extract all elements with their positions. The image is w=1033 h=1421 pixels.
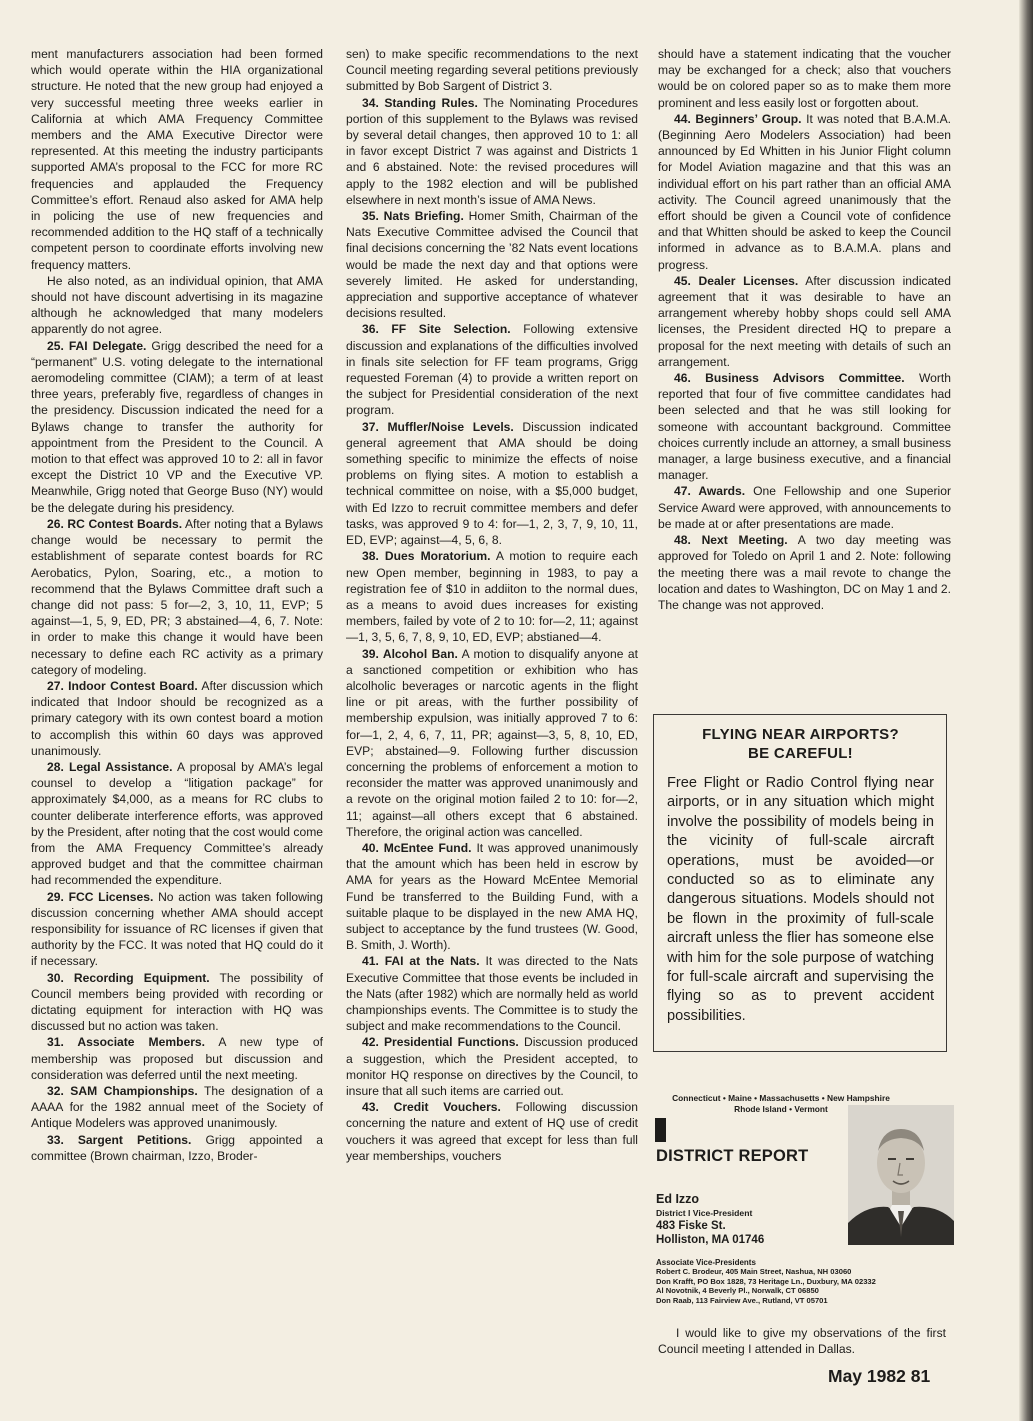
issue-date: May 1982 bbox=[828, 1366, 906, 1386]
section-heading: 37. Muffler/Noise Levels. bbox=[362, 419, 514, 434]
vp-address-line2: Holliston, MA 01746 bbox=[656, 1233, 765, 1246]
district-report-title: DISTRICT REPORT bbox=[656, 1147, 809, 1165]
section-heading: 40. McEntee Fund. bbox=[362, 840, 472, 855]
paragraph bbox=[31, 1083, 323, 1132]
section-text: The designation of a AAAA for the 1982 annual meet of the Society of Antique Modelers was approved unanimously. bbox=[31, 1084, 323, 1131]
vp-name: Ed Izzo bbox=[656, 1192, 700, 1206]
section-text: A motion to disqualify anyone at a sanctioned competition or exhibition who has alcolholic beverages or narcotic agents in the flight line or pit areas, with the further possibility of membership expulsion, was initially approved 7 to 6: for—1, 2, 4, 6, 7, 11, PR; against—3, 5, 8, 10, ED, EVP; abstained—9. Following further discussion concerning the problems of enforcement a motion to reconsider the matter was approved unanimously and a revote on the original motion failed 2 to 10: for—2, 11; against—all others except that 6 abstained. Therefore, the original action was cancelled. bbox=[346, 646, 638, 839]
section-heading: 31. Associate Members. bbox=[47, 1035, 206, 1050]
section-heading: 35. Nats Briefing. bbox=[362, 209, 464, 224]
section-heading: 47. Awards. bbox=[674, 484, 746, 499]
section-text: Discussion produced a suggestion, which the President accepted, to monitor HQ response on directives by the Council, to insure that all such items are carried out. bbox=[346, 1035, 638, 1098]
portrait-illustration bbox=[848, 1105, 954, 1245]
box-body: Free Flight or Radio Control flying near airports, or in any situation which might involve the possibility of models being in the vicinity of full-scale aircraft operations, must be avoided—or conducted so as to eliminate any dangerous situations. Models should not be flown in the proximity of full-scale aircraft unless the flier has someone else with him for the sole purpose of watching for full-scale aircraft and supervising the flying so as to prevent accident possibilities. bbox=[667, 775, 934, 1024]
assoc-item: Robert C. Brodeur, 405 Main Street, Nashua, NH 03060 bbox=[656, 1267, 852, 1277]
vp-role: District I Vice-President bbox=[656, 1207, 753, 1218]
box-title-line1: FLYING NEAR AIRPORTS? bbox=[702, 726, 899, 743]
paragraph bbox=[658, 370, 951, 483]
states-line2: Rhode Island • Vermont bbox=[734, 1104, 828, 1114]
states-line1: Connecticut • Maine • Massachusetts • New Hampshire bbox=[672, 1093, 890, 1103]
paragraph bbox=[658, 532, 951, 613]
section-heading: 48. Next Meeting. bbox=[674, 533, 788, 548]
section-text: It was noted that B.A.M.A. (Beginning Aero Modelers Association) had been announced by Ed Whitten in his Junior Flight column for Model Aviation magazine and that this was an individual effort on his part rather than an official AMA activity. The Council agreed unanimously that the effort should be given a Council vote of confidence and that Whitten should be asked to keep the Council informed in advance as to B.A.M.A. plans and progress. bbox=[658, 111, 951, 272]
paragraph bbox=[658, 111, 951, 273]
section-text: A new type of membership was proposed but discussion and consideration was deferred until the next meeting. bbox=[31, 1035, 323, 1082]
section-text: After discussion which indicated that Indoor should be recognized as a primary category with its own contest board a motion to accomplish this within 60 days was approved unanimously. bbox=[31, 678, 323, 758]
section-text: No action was taken following discussion concerning whether AMA should accept responsibility for issuance of RC licenses if given that authority by the FCC. It was noted that HQ could do it if necessary. bbox=[31, 889, 323, 969]
article-column-2 bbox=[346, 46, 638, 1371]
section-heading: 33. Sargent Petitions. bbox=[47, 1132, 192, 1147]
paragraph bbox=[346, 419, 638, 549]
paragraph: ment manufacturers association had been formed which would operate within the HIA organizational structure. He noted that the new group had enjoyed a very successful meeting three weeks earlier in California at which AMA Frequency Committee members and the AMA Executive Director were represented. At this meeting the industry participants supported AMA’s proposal to the FCC for more RC frequencies and applauded the Frequency Committee’s effort. Renaud also asked for AMA help in policing the use of new frequencies and recommended addition to the HQ staff of a technically competent person to coordinate efforts involving new frequency matters. bbox=[31, 47, 323, 272]
paragraph bbox=[31, 889, 323, 970]
section-text: The Nominating Procedures portion of this supplement to the Bylaws was revised by several detail changes, then approved 10 to 1: all in favor except District 7 was against and Districts 1 and 6 abstained. Note: the revised procedures will apply to the 1982 election and will be published elsewhere in next month’s issue of AMA News. bbox=[346, 95, 638, 207]
section-text: One Fellowship and one Superior Service Award were approved, with announcements to be made at or after presentations are made. bbox=[658, 484, 951, 531]
section-heading: 44. Beginners’ Group. bbox=[674, 111, 802, 126]
section-text: It was directed to the Nats Executive Committee that those events be included in the Nats (after 1982) which are normally held as world championships events. The Committee is to study the subject and make recommendations to the Council. bbox=[346, 954, 638, 1034]
page-footer bbox=[828, 1366, 930, 1387]
section-heading: 45. Dealer Licenses. bbox=[674, 273, 799, 288]
paragraph bbox=[31, 1132, 323, 1164]
district-intro bbox=[658, 1325, 946, 1357]
section-text: Worth reported that four of five committee candidates had been selected and that he was still looking for someone with accountant background. Committee choices currently include an attorney, a small business manager, a large business executive, and a financial manager. bbox=[658, 371, 951, 483]
section-heading: 29. FCC Licenses. bbox=[47, 889, 154, 904]
section-text: Homer Smith, Chairman of the Nats Executive Committee advised the Council that final decisions concerning the ’82 Nats event locations would be made the next day and that options were severely limited. He asked for understanding, appreciation and supportive acceptance of whatever decisions resulted. bbox=[346, 209, 638, 321]
section-heading: 36. FF Site Selection. bbox=[362, 322, 511, 337]
paragraph bbox=[346, 548, 638, 645]
airport-safety-box bbox=[653, 714, 947, 1052]
section-text: A proposal by AMA’s legal counsel to develop a “litigation package” for approximately $4,000, as a means for RC clubs to counter deliberate interference efforts, was approved by the President, after noting that the cost would come from the AMA Frequency Committee’s already approved budget and that the committee chairman had recommended the expenditure. bbox=[31, 759, 323, 888]
paragraph bbox=[31, 678, 323, 759]
paragraph bbox=[658, 273, 951, 370]
section-heading: 42. Presidential Functions. bbox=[362, 1035, 519, 1050]
district-intro-text: I would like to give my observations of the first Council meeting I attended in Dallas. bbox=[658, 1326, 946, 1357]
section-text: Discussion indicated general agreement that AMA should be doing something specific to minimize the effects of noise problems on flying sites. A motion to establish a technical committee on noise, with a $5,000 budget, with Ed Izzo to recruit committee members and defer tasks, was approved 9 to 4: for—1, 2, 3, 7, 9, 10, 11, ED, EVP; against—4, 5, 6, 8. bbox=[346, 419, 638, 548]
section-text: A two day meeting was approved for Toledo on April 1 and 2. Note: following the meeting there was a mail revote to change the location and dates to Washington, DC on May 1 and 2. The change was not approved. bbox=[658, 533, 951, 612]
section-heading: 38. Dues Moratorium. bbox=[362, 549, 491, 564]
section-text: After discussion indicated agreement that it was desirable to have an arrangement whereby hobby shops could sell AMA licenses, the President directed HQ to prepare a proposal for the next meeting with details of such an arrangement. bbox=[658, 273, 951, 369]
box-title bbox=[667, 725, 934, 763]
section-text: A motion to require each new Open member, beginning in 1983, to pay a registration fee of $10 in addiiton to the normal dues, as a means to avoid dues increases for existing members, failed by vote of 2 to 10: for—2, 11; against—1, 3, 5, 6, 7, 8, 9, 10, ED, EVP; abstianed—4. bbox=[346, 549, 638, 645]
box-title-line2: BE CAREFUL! bbox=[748, 745, 853, 762]
assoc-item: Al Novotnik, 4 Beverly Pl., Norwalk, CT 06850 bbox=[656, 1286, 819, 1296]
section-heading: 30. Recording Equipment. bbox=[47, 970, 210, 985]
paragraph bbox=[346, 953, 638, 1034]
paragraph: should have a statement indicating that the voucher may be exchanged for a check; also that vouchers would be on colored paper so as to make them more prominent and less easily lost or forgotten about. bbox=[658, 47, 951, 110]
article-column-3 bbox=[658, 46, 951, 686]
assoc-title: Associate Vice-Presidents bbox=[656, 1258, 756, 1267]
vp-portrait-photo bbox=[848, 1105, 954, 1245]
section-heading: 32. SAM Championships. bbox=[47, 1084, 198, 1098]
vp-address-line1: 483 Fiske St. bbox=[656, 1220, 726, 1232]
paragraph bbox=[658, 483, 951, 532]
section-heading: 34. Standing Rules. bbox=[362, 95, 478, 110]
paragraph bbox=[346, 1034, 638, 1099]
section-text: Following discussion concerning the nature and extent of HQ use of credit vouchers it was agreed that except for less than full year memberships, vouchers bbox=[346, 1100, 638, 1163]
associate-vps bbox=[656, 1258, 956, 1305]
section-text: Grigg described the need for a “permanent” U.S. voting delegate to the international aeromodeling committee (CIAM); a term of at least three years, preferably five, regardless of changes in the presidency. Discussion indicated the need for a Bylaws change to transfer the authority for appointment from the President to the Council. A motion to that effect was approved 10 to 2: all in favor except the District 10 VP and the Executive VP. Meanwhile, Grigg noted that George Buso (NY) would be the delegate during his presidency. bbox=[31, 338, 323, 515]
paragraph bbox=[31, 970, 323, 1035]
paragraph bbox=[31, 759, 323, 889]
section-text: The possibility of Council members being provided with recording or dictating equipment for interaction with HQ was discussed but no action was taken. bbox=[31, 970, 323, 1034]
section-heading: 43. Credit Vouchers. bbox=[362, 1100, 501, 1115]
section-heading: 25. FAI Delegate. bbox=[47, 338, 147, 353]
section-text: After noting that a Bylaws change would be necessary to permit the establishment of separate contest boards for RC Aerobatics, Pylon, Soaring, etc., a motion to recommend that the Bylaws Committee draft such a change did not pass: 5 for—2, 3, 10, 11, EVP; 5 against—1, 5, 9, ED, PR; 3 abstained—4, 6, 7. Note: in order to make this change it would have been necessary to define each RC activity as a primary category of modeling. bbox=[31, 516, 323, 677]
paragraph: He also noted, as an individual opinion, that AMA should not have discount advertising in its magazine although he acknowledged that many modelers apparently do not agree. bbox=[31, 273, 323, 337]
paragraph bbox=[31, 1034, 323, 1083]
section-heading: 39. Alcohol Ban. bbox=[362, 646, 458, 661]
page-edge-shadow bbox=[1019, 0, 1033, 1421]
page-number: 81 bbox=[910, 1366, 931, 1386]
paragraph bbox=[346, 321, 638, 418]
section-heading: 27. Indoor Contest Board. bbox=[47, 678, 198, 693]
section-text: It was approved unanimously that the amount which has been held in escrow by AMA for years as the Howard McEntee Memorial Fund be transferred to the Building Fund, with a suitable plaque to be displayed in the new AMA HQ, subject to acceptance by the fund trustees (W. Good, B. Smith, J. Worth). bbox=[346, 840, 638, 953]
section-heading: 46. Business Advisors Committee. bbox=[674, 371, 905, 386]
section-text: Grigg appointed a committee (Brown chairman, Izzo, Broder- bbox=[31, 1132, 323, 1163]
section-heading: 28. Legal Assistance. bbox=[47, 759, 173, 774]
paragraph bbox=[346, 840, 638, 953]
paragraph bbox=[31, 338, 323, 516]
paragraph bbox=[346, 1099, 638, 1164]
paragraph bbox=[346, 646, 638, 840]
assoc-item: Don Krafft, PO Box 1828, 73 Heritage Ln., Duxbury, MA 02332 bbox=[656, 1276, 876, 1286]
paragraph bbox=[346, 208, 638, 321]
article-column-1 bbox=[31, 46, 323, 1371]
paragraph bbox=[31, 516, 323, 678]
paragraph bbox=[346, 95, 638, 208]
vice-president-block bbox=[656, 1193, 836, 1247]
section-heading: 26. RC Contest Boards. bbox=[47, 516, 183, 531]
paragraph: sen) to make specific recommendations to the next Council meeting regarding several petitions previously submitted by Bob Sargent of District 3. bbox=[346, 47, 638, 94]
district-one-numeral bbox=[655, 1118, 666, 1142]
section-text: Following extensive discussion and explanations of the difficulties involved in finals site selection for FF team programs, Grigg requested Foreman (4) to provide a written report on the subject for Presidential consideration of the next program. bbox=[346, 322, 638, 418]
assoc-item: Don Raab, 113 Fairview Ave., Rutland, VT 05701 bbox=[656, 1295, 828, 1305]
section-heading: 41. FAI at the Nats. bbox=[362, 954, 480, 969]
